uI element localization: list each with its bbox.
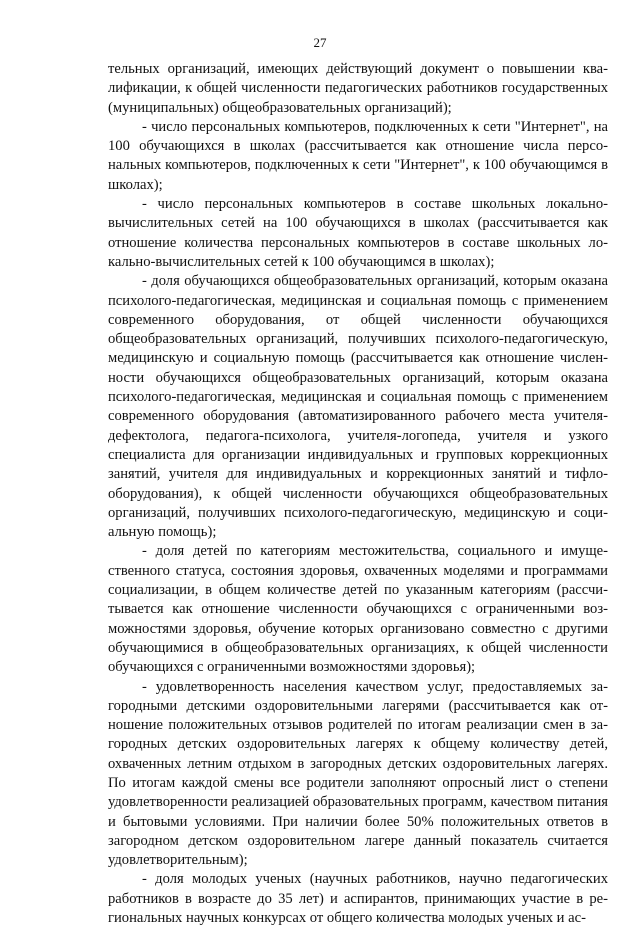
document-body <box>108 60 608 928</box>
paragraph-continuation: тельных организаций, имеющих действующий документ о повышении квалификации, к общей численности педагогических работников государственных (муниципальных) общеобразовательных организаций); <box>108 61 608 116</box>
list-item-camp-satisfaction: - удовлетворенность населения качеством услуг, предоставляемых загородными детскими оздоровительными лагерями (рассчитывается как отношение положительных отзывов родителей по итогам реализации смен в загородных детских оздоровительных лагерях к общему количеству детей, охваченных летним отдыхом в загородных детских оздоровительных лагерях. По итогам каждой смены все родители заполняют опросный лист о степени удовлетворенности реализацией образовательных программ, качеством питания и бытовыми условиями. При наличии более 50% положительных ответов в загородном детском оздоровительном лагере данный показатель считается удовлетворительным); <box>108 678 608 869</box>
list-item-lan-pcs: - число персональных компьютеров в составе школьных локально-вычислительных сетей на 100 обучающихся в школах (рассчитывается как отношение количества персональных компьютеров в составе школьных локально-вычислительных сетей к 100 обучающимся в школах); <box>108 196 608 270</box>
list-item-internet-pcs: - число персональных компьютеров, подключенных к сети "Интернет", на 100 обучающихся в школах (рассчитывается как отношение числа персональных компьютеров, подключенных к сети "Интернет", к 100 обучающимся в школах); <box>108 118 608 193</box>
page-number: 27 <box>313 35 327 50</box>
list-item-young-scientists: - доля молодых ученых (научных работников, научно педагогических работников в возрасте до 35 лет) и аспирантов, принимающих участие в региональных научных конкурсах от общего количества молодых ученых и ас- <box>108 871 608 927</box>
list-item-socialization: - доля детей по категориям местожительства, социального и имущественного статуса, состояния здоровья, охваченных моделями и программами социализации, в общем количестве детей по указанным категориям (рассчитывается как отношение численности обучающихся с ограниченными возможностями здоровья, обучение которых организовано совместно с другими обучающимися в общеобразовательных организациях, к общей численности обучающихся с ограниченными возможностями здоровья); <box>108 543 608 676</box>
list-item-psychological-help: - доля обучающихся общеобразовательных организаций, которым оказана психолого-педагогическая, медицинская и социальная помощь с применением современного оборудования, от общей численности обучающихся общеобразовательных организаций, получивших психолого-педагогическую, медицинскую и социальную помощь (рассчитывается как отношение численности обучающихся общеобразовательных организаций, которым оказана психолого-педагогическая, медицинская и социальная помощь с применением современного оборудования (автоматизированного рабочего места учителя-дефектолога, педагога-психолога, учителя-логопеда, учителя и узкого специалиста для организации индивидуальных и групповых коррекционных занятий, учителя для индивидуальных и коррекционных занятий и тифлооборудования), к общей численности обучающихся общеобразовательных организаций, получивших психолого-педагогическую, медицинскую и социальную помощь); <box>108 273 608 541</box>
